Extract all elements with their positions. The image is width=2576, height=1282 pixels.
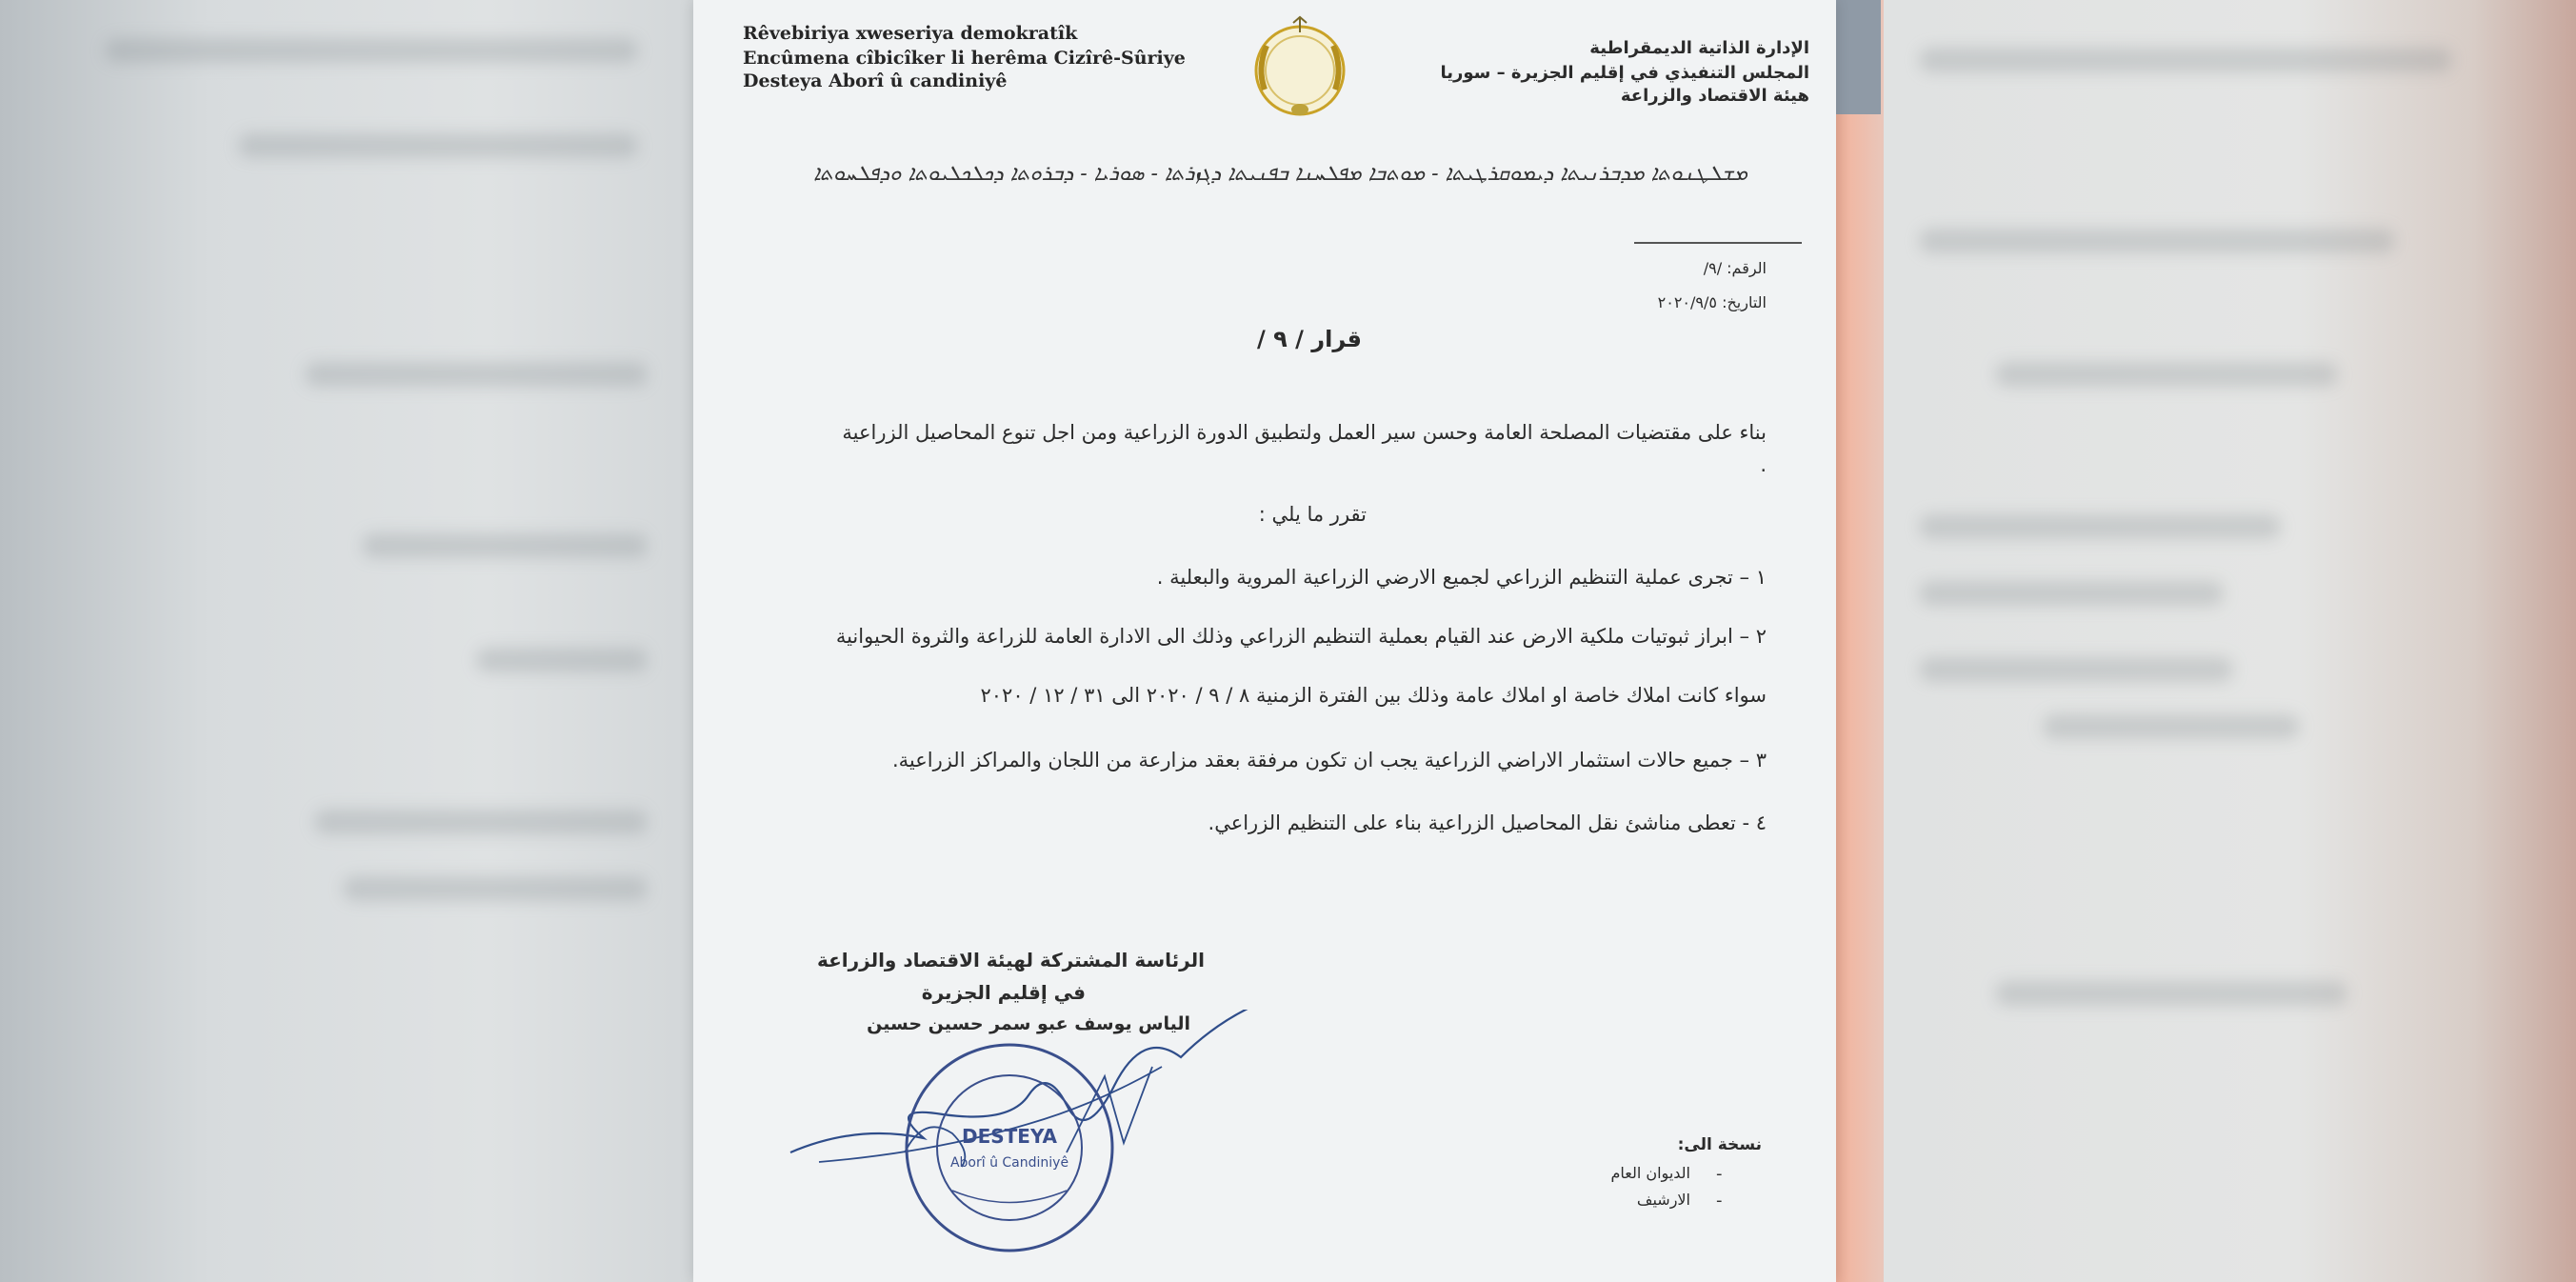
header-arabic-line-2: المجلس التنفيذي في إقليم الجزيرة – سوريا [1440,63,1809,83]
stamp-text-main: DESTEYA [961,1125,1058,1148]
organization-logo [1238,11,1362,121]
reference-underline [1634,242,1802,244]
background-right-blurred [1881,0,2576,1282]
copies-item-2: الارشيف [1636,1191,1690,1209]
item-3: ٣ – جميع حالات استثمار الاراضي الزراعية يجب ان تكون مرفقة بعقد مزارعة من اللجان والمراكز الزراعية. [891,749,1767,771]
stamp-text-sub: Aborî û Candiniyê [949,1155,1069,1171]
copies-dash-1: - [1716,1164,1723,1184]
item-2-line-2: سواء كانت املاك خاصة او املاك عامة وذلك بين الفترة الزمنية ٨ / ٩ / ٢٠٢٠ الى ٣١ / ١٢ / ٢٠٢٠ [980,684,1767,707]
reference-date: التاريخ: ٢٠٢٠/٩/٥ [1657,293,1767,311]
signatory-title-line-1: الرئاسة المشتركة لهيئة الاقتصاد والزراعة [816,949,1205,972]
copies-label: نسخة الى: [1677,1135,1762,1154]
decides-line: تقرر ما يلي : [1258,503,1367,526]
header-arabic-line-3: هيئة الاقتصاد والزراعة [1620,86,1809,106]
header-latin-line-1: Rêvebiriya xweseriya demokratîk [743,23,1078,44]
background-left-blurred [0,0,695,1282]
item-4: ٤ - تعطى مناشئ نقل المحاصيل الزراعية بناء على التنظيم الزراعي. [1208,811,1767,834]
header-arabic-line-1: الإدارة الذاتية الديمقراطية [1589,38,1809,58]
preamble-line-1: بناء على مقتضيات المصلحة العامة وحسن سير العمل ولتطبيق الدورة الزراعية ومن اجل تنوع المحاصيل الزراعية [842,421,1767,444]
signatory-names: الياس يوسف عبو سمر حسين حسين [867,1013,1190,1034]
official-stamp [895,1029,1124,1257]
preamble-line-2: . [1760,453,1767,476]
item-1: ١ – تجرى عملية التنظيم الزراعي لجميع الارضي الزراعية المروية والبعلية . [1156,566,1767,589]
reference-number: الرقم: /٩/ [1703,259,1767,277]
signatory-title-line-2: في إقليم الجزيرة [921,981,1086,1004]
decision-title: قرار / ٩ / [1257,326,1362,352]
header-latin-line-3: Desteya Aborî û candiniyê [743,70,1008,91]
copies-item-1: الديوان العام [1610,1164,1690,1182]
item-2-line-1: ٢ – ابراز ثبوتيات ملكية الارض عند القيام بعملية التنظيم الزراعي وذلك الى الادارة العامة للزراعة والثروة الحيوانية [835,625,1767,648]
header-syriac-line: ܡܫܠܛܢܘܬܐ ܡܕܒܪܢܝܬܐ ܕܝܡܘܩܪܛܝܬܐ - ܡܘܬܒܐ ܡܦܠܚܢܐ ܒܦܢܝܬܐ ܕܓܙܪܬܐ - ܣܘܪܝܐ - ܕܒܪܘܬܐ ܕܟܠܟܠܝܘܬܐ ܘܕܦܠܚܘܬܐ [813,162,1747,186]
underlying-page-edge-top [1833,0,1881,114]
copies-dash-2: - [1716,1191,1723,1211]
header-latin-line-2: Encûmena cîbicîker li herêma Cizîrê-Sûriye [743,48,1186,69]
